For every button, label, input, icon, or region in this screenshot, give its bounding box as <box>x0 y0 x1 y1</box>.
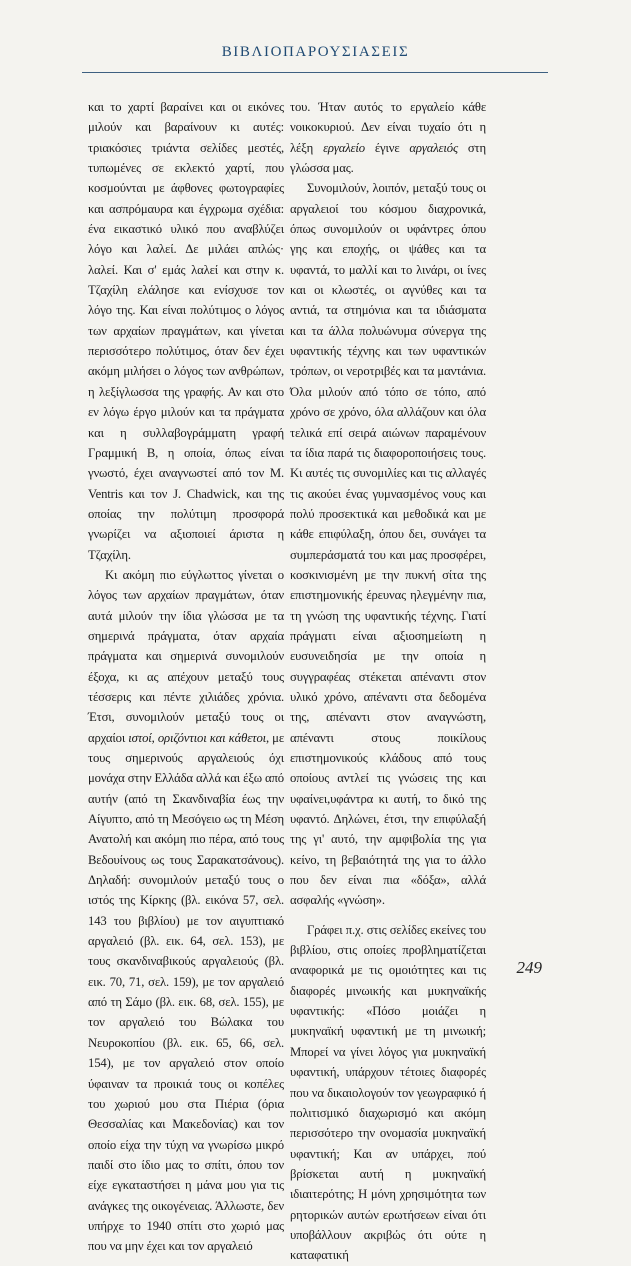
right-column <box>290 97 486 1266</box>
left-paragraph-1: και το χαρτί βαραίνει και οι εικόνες μιλούν και βαραίνουν κι αυτές: τριακόσιες τριάντα σελίδες μεστές, τυπωμένες σε εκλεκτό χαρτί, που κοσμούνται με άφθονες φωτογραφίες και ασπρόμαυρα και έγχρωμα σχέδια: ένα εικαστικό υλικό που αναβλύζει λόγο και λαλεί. Δε μιλάει απλώς· λαλεί. Και σ' εμάς λαλεί και στην κ. Τζαχίλη ελάλησε και ενίσχυσε τον λόγο της. Και είναι πολύτιμος ο λόγος των αρχαίων πραγμάτων, και γίνεται περισσότερο πολύτιμος, όταν δεν έχει ακόμη μιλήσει ο λόγος των ανθρώπων, η λεξίγλωσσα της γραφής. Αν και στο εν λόγω έργο μιλούν και τα πράγματα και η συλλαβογράμματη γραφή Γραμμική Β, η οποία, όπως είναι γνωστό, έχει αναγνωστεί από τον M. Ventris και τον J. Chadwick, και της οποίας την πολύτιμη προσφορά γνωρίζει να αξιοποιεί άριστα η Τζαχίλη. <box>88 100 284 562</box>
header-rule <box>82 72 548 73</box>
left-column <box>88 97 284 1257</box>
right-paragraph-3: Γράφει π.χ. στις σελίδες εκείνες του βιβλίου, στις οποίες προβληματίζεται αναφορικά με τις ομοιότητες και τις διαφορές μινωικής και μυκηναϊκής υφαντικής: «Πόσο μοιάζει η μυκηναϊκή υφαντική με τη μινωική; Μπορεί να γίνει λόγος για μυκηναϊκή υφαντική, υπάρχουν τέτοιες διαφορές που να δικαιολογούν τον γεωγραφικό ή πολιτισμικό διαχωρισμό και ακόμη περισσότερο την ονομασία μυκηναϊκή υφαντική; Και αν υπάρχει, πού βρίσκεται αυτή η μυκηναϊκή ιδιαιτερότης; Η μόνη χρησιμότητα των ρητορικών αυτών ερωτήσεων είναι ότι υποβάλλουν ακριβώς ότι ούτε η καταφατική <box>290 922 486 1263</box>
right-paragraph-1-text-a: του. Ήταν αυτός το εργαλείο κάθε νοικοκυριού. Δεν είναι τυχαίο ότι η λέξη <box>290 100 486 155</box>
right-paragraph-1 <box>290 97 486 178</box>
right-paragraph-1-text-b: έγινε <box>364 140 410 155</box>
right-paragraph-1-emphasis-2: αργαλειός <box>409 140 458 155</box>
right-paragraph-2: Συνομιλούν, λοιπόν, μεταξύ τους οι αργαλειοί του κόσμου διαχρονικά, όπως συνομιλούν οι υφάντρες όπου γης και εποχής, οι ψάθες και τα υφαντά, το μαλλί και το λινάρι, οι ίνες και οι κλωστές, οι αγνύθες και τα αντιά, τα στημόνια και τα ιδιάσματα και τα άλλα πολυώνυμα σύνεργα της υφαντικής τέχνης και των υφαντικών τρόπων, οι νεροτριβές και τα μαντάνια. Όλα μιλούν από τόπο σε τόπο, από χρόνο σε χρόνο, όλα αλλάζουν και όλα τελικά επί σειρά αιώνων παραμένουν τα ίδια παρά τις διαφοροποιήσεις τους. Κι αυτές τις συνομιλίες και τις αλλαγές τις ακούει ένας γυμνασμένος νους και πολύ προσεκτικά και μεθοδικά και με κάθε επιφύλαξη, όπου δει, συνάγει τα συμπεράσματά του και μας προσφέρει, κοσκινισμένη με την πυκνή σίτα της επιστημονικής έρευνας ηλεγμένην πια, τη γνώση της υφαντικής τέχνης. Γιατί πράγματι είναι αξιοσημείωτη η ευσυνειδησία με την οποία η συγγραφέας στέκεται απέναντι στον υλικό χρόνο, απέναντι στα δεδομένα της, απέναντι στον αναγνώστη, απέναντι στους ποικίλους επιστημονικούς κλάδους από τους οποίους αντλεί τις γνώσεις της και υφαίνει,υφάντρα κι αυτή, το δικό της υφαντό. Δηλώνει, έτσι, την επιφύλαξή της γι' αυτό, την αμφιβολία της για κείνο, τη βεβαιότητά της για το άλλο που δεν είναι πια «δόξα», αλλά ασφαλής «γνώση». <box>290 181 486 908</box>
left-paragraph-2-emphasis: ιστοί, οριζόντιοι και κάθετοι <box>128 730 267 745</box>
left-paragraph-2 <box>88 565 284 1257</box>
left-paragraph-2-text-b: , με τους σημερινούς αργαλειούς όχι μονάχα στην Ελλάδα αλλά και έξω από αυτήν (από τη Σκανδιναβία έως την Αίγυπτο, από τη Μεσόγειο ως τη Μέση Ανατολή και ακόμη πιο πέρα, από τους Βεδουίνους ως τους Σαρακατσάνους). Δηλαδή: συνομιλούν μεταξύ τους ο ιστός της Κίρκης (βλ. εικόνα 57, σελ. 143 του βιβλίου) με τον αιγυπτιακό αργαλειό (βλ. εικ. 64, σελ. 153), με τους σκανδιναβικούς αργαλειούς (βλ. εικ. 70, 71, σελ. 159), με τον αργαλειό από τη Σάμο (βλ. εικ. 68, σελ. 155), με τον αργαλειό του Βώλακα του Νευροκοπίου (βλ. εικ. 65, 66, σελ. 154), με τον αργαλειό στον οποίο ύφαιναν τα προικιά τους οι κοπέλες του χωριού μου στα Πιέρια (όρια Θεσσαλίας και Μακεδονίας) και τον οποίο είχα την τύχη να γνωρίσω μικρό παιδί στο ίδιο μας το σπίτι, όπου τον είχε εγκαταστήσει η μάνα μου για τις ανάγκες της οικογένειας. Άλλωστε, δεν υπήρχε το 1940 σπίτι στο χωριό μας που να μην έχει και τον αργαλειό <box>88 730 285 1254</box>
running-header: ΒΙΒΛΙΟΠΑΡΟΥΣΙΑΣΕΙΣ <box>221 44 410 60</box>
right-paragraph-1-emphasis-1: εργαλείο <box>323 140 365 155</box>
right-paragraph-1-text-c: στη γλώσσα μας. <box>290 140 486 176</box>
left-paragraph-2-text-a: Κι ακόμη πιο εύγλωττος γίνεται ο λόγος των αρχαίων πραγμάτων, όταν αυτά μιλούν την ίδια γλώσσα με τα σημερινά πράγματα, όταν αρχαία πράγματα και σημερινά συνομιλούν έξοχα, κι ας απέχουν μεταξύ τους τέσσερις και πέντε χιλιάδες χρόνια. Έτσι, συνομιλούν μεταξύ τους οι αρχαίοι <box>88 567 284 745</box>
page-number: 249 <box>516 958 542 977</box>
